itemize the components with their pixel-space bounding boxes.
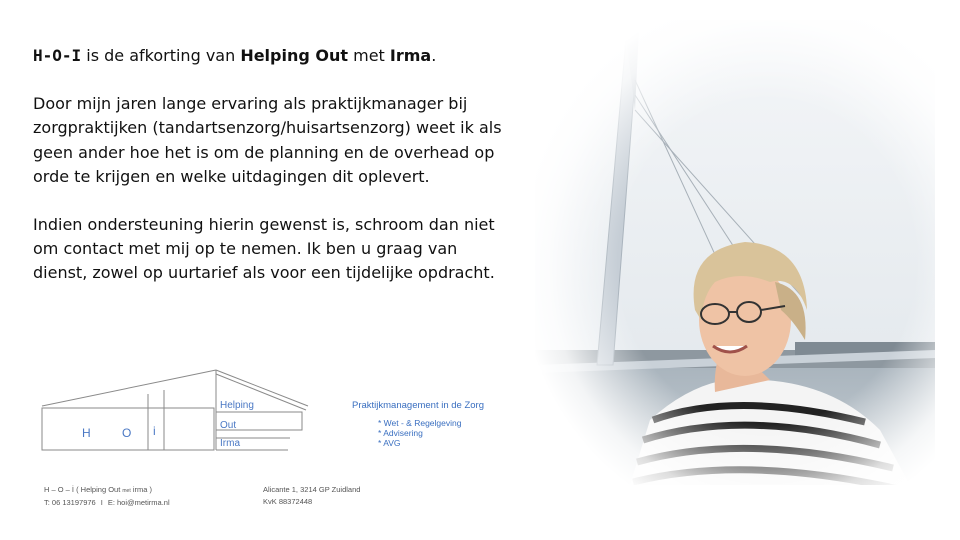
services-title: Praktijkmanagement in de Zorg: [352, 400, 485, 411]
footer-company-end: irma ): [132, 485, 152, 494]
logo-letter-h: H: [82, 426, 91, 440]
services-list: [352, 400, 484, 448]
intro-text-2: met: [348, 46, 390, 65]
footer-contact-line: [44, 497, 170, 509]
footer-company-name: H – O – İ ( Helping Out: [44, 485, 121, 494]
footer-address-line: Alicante 1, 3214 GP Zuidland: [263, 485, 361, 494]
footer-company-line: [44, 484, 170, 497]
hoi-logo: [40, 368, 310, 458]
experience-paragraph: Door mijn jaren lange ervaring als praktijkmanager bij zorgpraktijken (tandartsenzorg/huisartsenzorg) weet ik als geen ander hoe het is om de planning en de overhead op orde te krijgen en welke uitdagingen dit oplevert.: [33, 94, 502, 186]
logo-letter-i: i: [153, 424, 156, 438]
service-item: * Advisering: [378, 428, 423, 438]
contact-paragraph: Indien ondersteuning hierin gewenst is, schroom dan niet om contact met mij op te nemen. Ik ben u graag van dienst, zowel op uurtarief als voor een tijdelijke opdracht.: [33, 215, 495, 283]
irma-bold: Irma: [389, 46, 432, 65]
hoi-abbreviation: H-O-I: [33, 46, 82, 65]
service-item: * Wet - & Regelgeving: [378, 418, 462, 428]
intro-text-3: .: [431, 46, 437, 65]
footer-email[interactable]: E: hoi@metirma.nl: [107, 498, 170, 507]
helping-out-bold: Helping Out: [240, 46, 349, 65]
intro-text-block: [33, 44, 513, 310]
footer-contact: [44, 484, 170, 509]
intro-text-1: is de afkorting van: [81, 46, 241, 65]
logo-letter-o: O: [122, 426, 132, 440]
service-item: * AVG: [378, 438, 401, 448]
footer-phone: T: 06 13197976: [44, 498, 96, 507]
logo-out: Out: [220, 420, 237, 431]
portrait-photo: [535, 20, 935, 485]
footer-kvk: KvK 88372448: [263, 497, 313, 506]
intro-paragraph: [33, 44, 513, 68]
footer-divider: I: [100, 498, 103, 507]
footer-address: [263, 484, 360, 508]
house-logo-drawing: [40, 368, 310, 458]
logo-irma: Irma: [220, 438, 240, 449]
photo-illustration: [535, 20, 935, 485]
footer-company-small: met: [122, 488, 131, 494]
logo-helping: Helping: [220, 400, 254, 411]
